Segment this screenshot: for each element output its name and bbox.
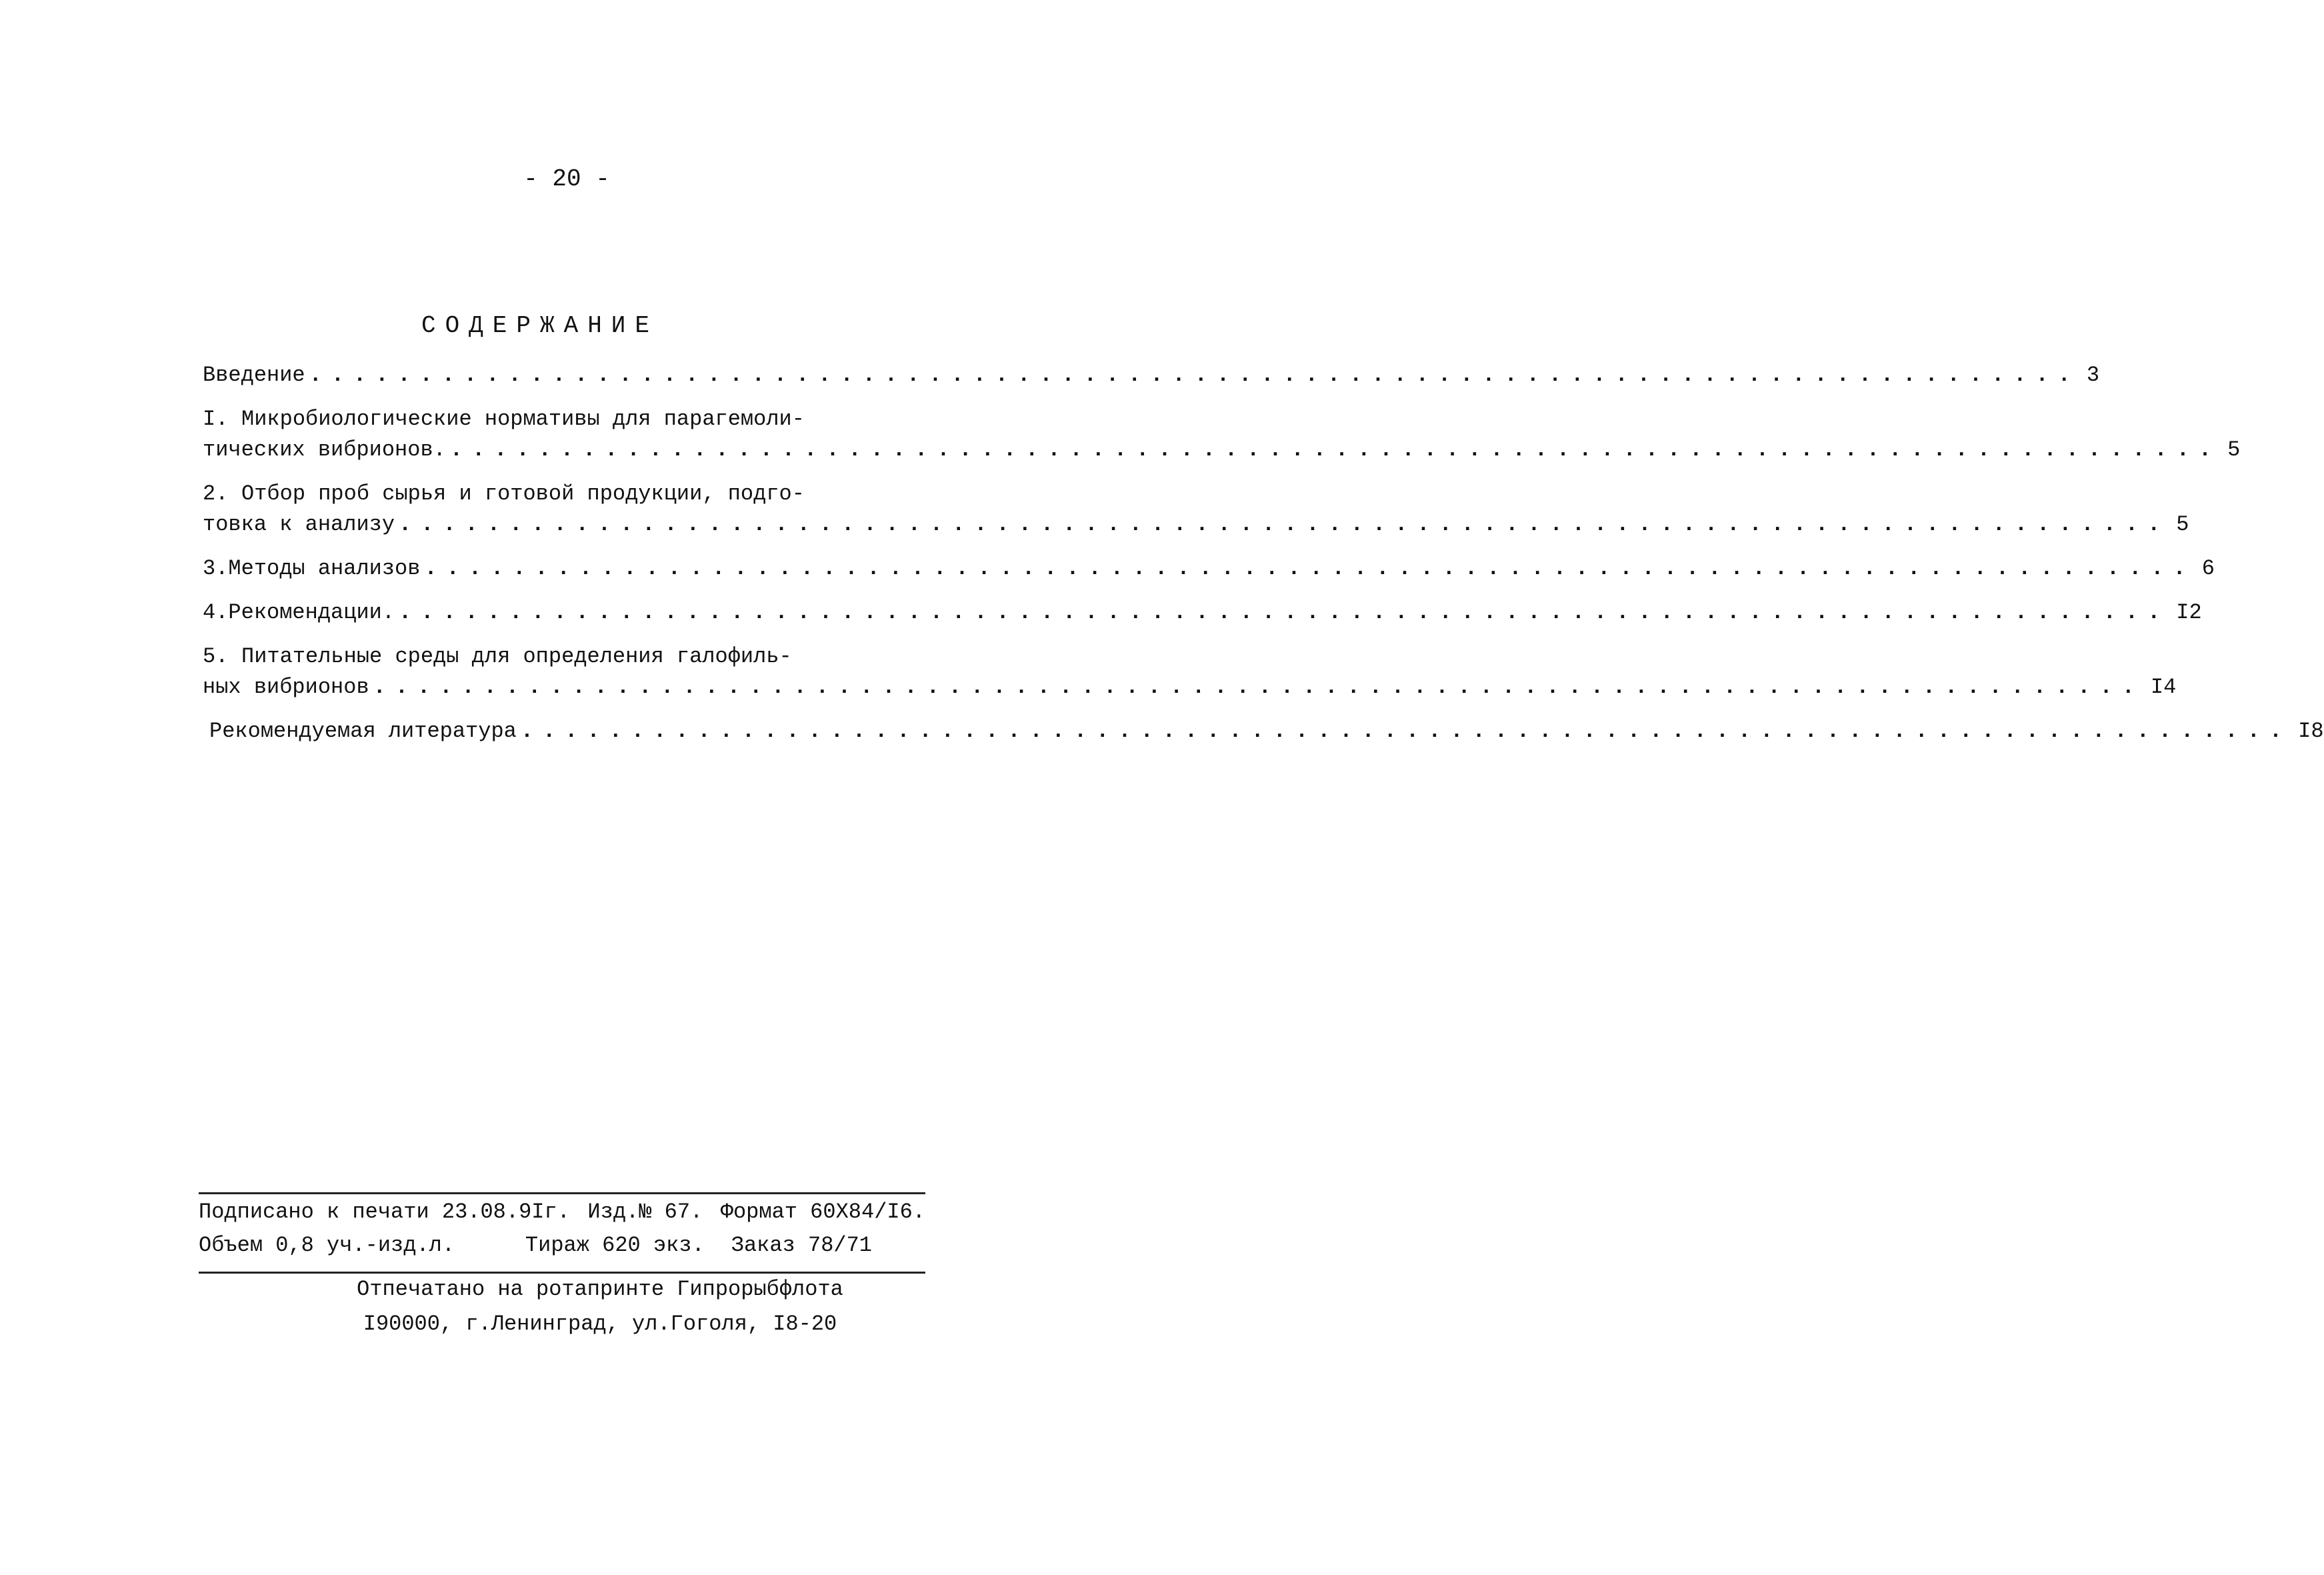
toc-entry: [203, 479, 2189, 540]
toc-entry-text: Рекомендации.: [228, 600, 395, 625]
imprint-row-1: [199, 1196, 925, 1229]
toc-entry: [203, 716, 2324, 747]
paper-format: Формат 60X84/I6.: [720, 1200, 925, 1224]
toc-entry: [203, 360, 2100, 391]
toc-entry-text: ных вибрионов: [203, 675, 369, 699]
toc-line: [203, 404, 909, 435]
toc-entry-text: Рекомендуемая литература: [209, 719, 517, 743]
printer-line-1: Отпечатано на ротапринте Гипрорыбфлота: [357, 1277, 843, 1302]
toc-entry: [203, 597, 2202, 628]
toc-entry-text: товка к анализу: [203, 512, 395, 537]
toc-page-number: 5: [2176, 512, 2189, 537]
toc-entry-text: Методы анализов: [228, 556, 421, 581]
table-of-contents: [203, 360, 2324, 760]
toc-entry-text: Отбор проб сырья и готовой продукции, подго-: [241, 481, 805, 506]
toc-line: [203, 435, 2241, 465]
toc-leader-dots: ................................................................................: [309, 363, 2080, 387]
toc-entry-text: Введение: [203, 363, 305, 387]
toc-line: [203, 553, 2215, 584]
imprint-row-2: [199, 1229, 925, 1262]
toc-entry-text: Микробиологические нормативы для парагемоли-: [241, 407, 805, 431]
toc-entry: [203, 404, 2241, 465]
toc-leader-dots: ................................................................................: [399, 600, 2170, 625]
toc-line: [209, 716, 2324, 747]
toc-leader-dots: ................................................................................: [373, 675, 2144, 699]
toc-line: [203, 597, 2202, 628]
toc-line: [203, 672, 2177, 703]
toc-leader-dots: ................................................................................: [424, 556, 2195, 581]
toc-page-number: I8: [2298, 719, 2324, 743]
toc-leader-dots: ................................................................................: [520, 719, 2292, 743]
toc-page-number: 6: [2201, 556, 2215, 581]
printer-line-2: I90000, г.Ленинград, ул.Гоголя, I8-20: [363, 1312, 837, 1336]
toc-entry-number: 4.: [203, 600, 229, 625]
toc-leader-dots: ................................................................................: [399, 512, 2170, 537]
toc-entry-number: 2.: [203, 481, 229, 506]
toc-line: [203, 479, 909, 509]
toc-page-number: 3: [2086, 363, 2100, 387]
printer-info: [0, 1272, 1133, 1342]
top-rule: [199, 1192, 925, 1194]
toc-line: [203, 360, 2100, 391]
toc-entry-number: I.: [203, 407, 229, 431]
toc-entry-number: 3.: [203, 556, 229, 581]
signed-to-print: Подписано к печати 23.08.9Iг.: [199, 1200, 570, 1224]
page-number: - 20 -: [523, 165, 610, 193]
print-run: Тираж 620 экз.: [525, 1233, 705, 1258]
toc-entry-number: 5.: [203, 644, 229, 669]
toc-title: СОДЕРЖАНИЕ: [421, 312, 659, 339]
toc-entry-text: тических вибрионов.: [203, 437, 446, 462]
toc-page-number: I2: [2176, 600, 2202, 625]
toc-page-number: 5: [2227, 437, 2241, 462]
toc-entry-text: Питательные среды для определения галофиль-: [241, 644, 792, 669]
toc-line: [203, 509, 2189, 540]
toc-entry: [203, 553, 2215, 584]
toc-entry: [203, 641, 2177, 703]
volume: Объем 0,8 уч.-изд.л.: [199, 1233, 455, 1258]
imprint-block: [199, 1192, 925, 1274]
edition-number: Изд.№ 67.: [587, 1200, 703, 1224]
toc-leader-dots: ................................................................................: [449, 437, 2221, 462]
order-number: Заказ 78/71: [731, 1233, 872, 1258]
toc-page-number: I4: [2150, 675, 2177, 699]
toc-line: [203, 641, 909, 672]
